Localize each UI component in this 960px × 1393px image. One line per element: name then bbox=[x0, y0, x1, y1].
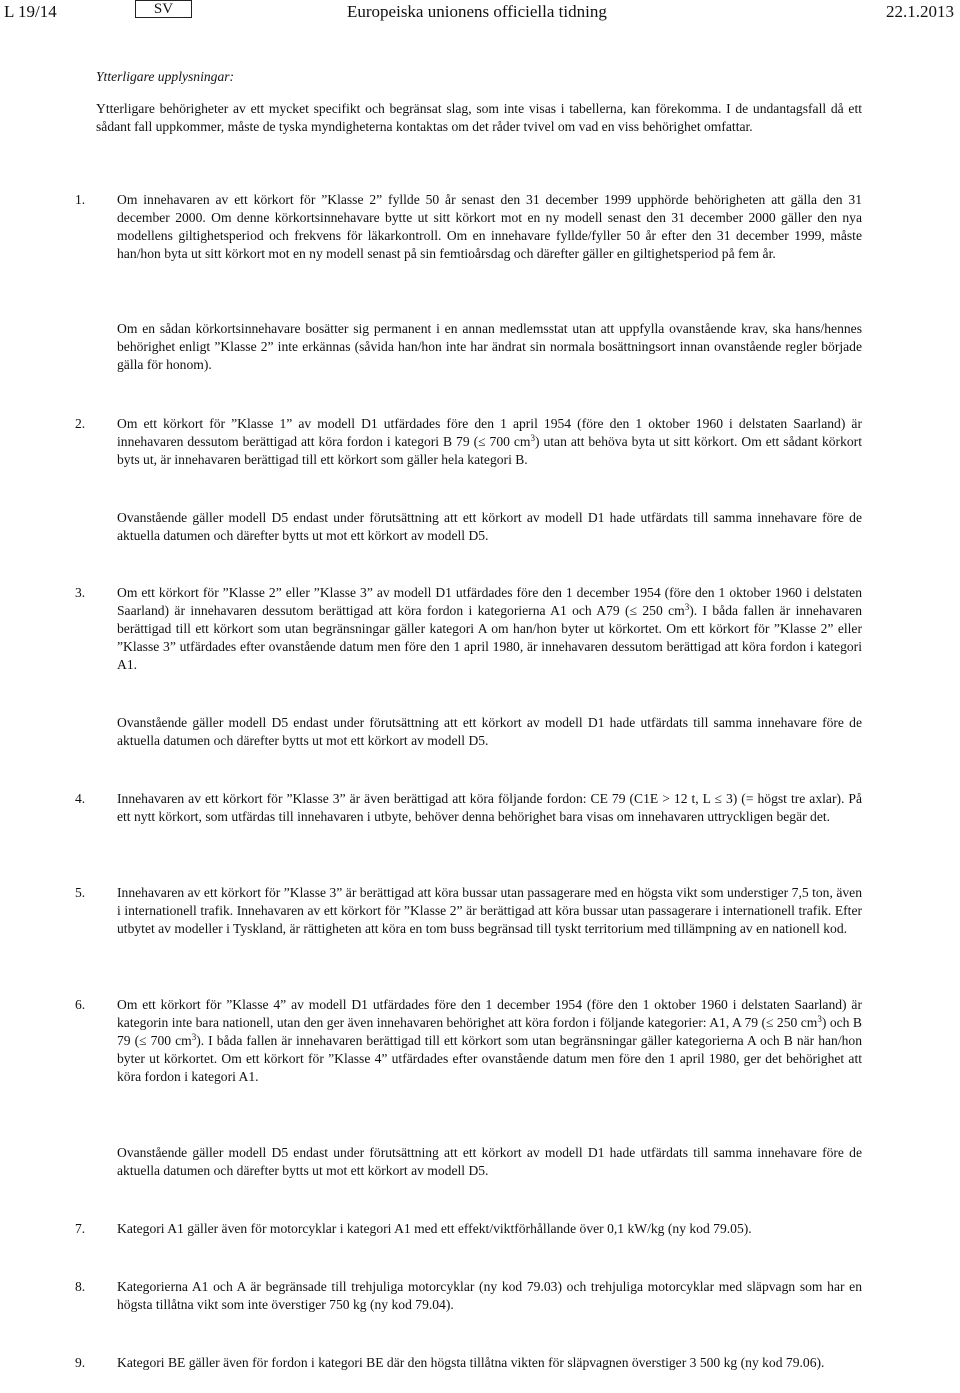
list-item bbox=[75, 415, 862, 469]
item-text: Innehavaren av ett körkort för ”Klasse 3” är berättigad att köra bussar utan passagerare med en högsta vikt som understiger 7,5 ton, även i internationell trafik. Innehavaren av ett körkort för ”Klasse 2” är berättigad att köra bussar utan passagerare i internationell trafik. Efter utbytet av modeller i Tyskland, är rättigheten att köra en tom buss begränsad till tyskt territorium med tillämpning av en nationell kod. bbox=[117, 885, 862, 936]
list-item bbox=[75, 1354, 862, 1372]
item-number: 2. bbox=[75, 416, 86, 431]
item-text: ) utan att behöva byta ut sitt körkort. Om ett sådant körkort byts ut, är innehavaren berättigad till ett körkort som gäller hela kategori B. bbox=[117, 434, 862, 467]
item-subparagraph: Ovanstående gäller modell D5 endast under förutsättning att ett körkort av modell D1 hade utfärdats till samma innehavare före de aktuella datumen och därefter bytts ut mot ett körkort av modell D5. bbox=[117, 510, 862, 543]
section-heading: Ytterligare upplysningar: bbox=[96, 69, 235, 84]
list-item bbox=[75, 996, 862, 1086]
item-number: 7. bbox=[75, 1221, 86, 1236]
item-number: 5. bbox=[75, 885, 86, 900]
item-text: Kategori BE gäller även för fordon i kategori BE där den högsta tillåtna vikten för släpvagnen överstiger 3 500 kg (ny kod 79.06). bbox=[117, 1355, 825, 1370]
item-number: 1. bbox=[75, 192, 86, 207]
item-text: Om ett körkort för ”Klasse 1” av modell D1 utfärdades före den 1 april 1954 (före den 1 oktober 1960 i delstaten Saarland) är innehavaren dessutom berättigad att köra fordon i kategori B 79 (≤ 700 cm bbox=[117, 416, 862, 449]
item-text: Kategori A1 gäller även för motorcyklar i kategori A1 med ett effekt/viktförhållande över 0,1 kW/kg (ny kod 79.05). bbox=[117, 1221, 752, 1236]
item-subparagraph: Ovanstående gäller modell D5 endast under förutsättning att ett körkort av modell D1 hade utfärdats till samma innehavare före de aktuella datumen och därefter bytts ut mot ett körkort av modell D5. bbox=[117, 1145, 862, 1178]
item-number: 3. bbox=[75, 585, 86, 600]
item-text: Om ett körkort för ”Klasse 4” av modell D1 utfärdades före den 1 december 1954 (före den 1 oktober 1960 i delstaten Saarland) är kategorin inte bara nationell, utan den ger även innehavaren behörighet att köra fordon i följande kategorier: A1, A 79 (≤ 250 cm bbox=[117, 997, 862, 1030]
superscript: 3 bbox=[817, 1014, 822, 1024]
list-item bbox=[75, 584, 862, 674]
item-text: Om ett körkort för ”Klasse 2” eller ”Klasse 3” av modell D1 utfärdades före den 1 december 1954 (före den 1 oktober 1960 i delstaten Saarland) är innehavaren dessutom berättigad att köra fordon i kategorierna A1 och A79 (≤ 250 cm bbox=[117, 585, 862, 618]
item-text: ). I båda fallen är innehavaren berättigad till ett körkort som utan begränsningar gäller kategori A om han/hon byter ut körkortet. Om ett körkort för ”Klasse 2” eller ”Klasse 3” utfärdades efter ovanstående datum men före den 1 april 1980, är innehavaren dessutom berättigad att köra fordon i kategori A1. bbox=[117, 603, 862, 672]
language-badge: SV bbox=[135, 0, 192, 18]
list-item bbox=[75, 1278, 862, 1314]
item-text: ). I båda fallen är innehavaren berättigad till ett körkort som utan begränsningar gäller kategorierna A och B när han/hon byter ut körkortet. Om ett körkort för ”Klasse 4” utfärdades efter ovanstående datum men före den 1 april 1980, ger det behörighet att köra fordon i kategori A1. bbox=[117, 1033, 862, 1084]
page-header bbox=[0, 0, 960, 24]
item-subparagraph: Om en sådan körkortsinnehavare bosätter sig permanent i en annan medlemsstat utan att uppfylla ovanstående krav, ska hans/hennes behörighet enligt ”Klasse 2” inte erkännas (såvida han/hon inte har ändrat sin normala bosättningsort innan ovanstående regler började gälla för honom). bbox=[117, 321, 862, 372]
superscript: 3 bbox=[191, 1032, 197, 1042]
item-text: Om innehavaren av ett körkort för ”Klasse 2” fyllde 50 år senast den 31 december 1999 upphörde behörigheten att gälla den 31 december 2000. Om denne körkortsinnehavare bytte ut sitt körkort mot en ny modell senast den 31 december 2000 gäller den nya modellens giltighetsperiod och frekvens för läkarkontroll. Om en innehavare fyllde/fyller 50 år efter den 31 december 1999, måste han/hon byta ut sitt körkort mot en ny modell senast på sin femtioårsdag och därefter gäller en giltighetsperiod på fem år. bbox=[117, 192, 862, 261]
journal-title: Europeiska unionens officiella tidning bbox=[347, 2, 607, 21]
item-subparagraph: Ovanstående gäller modell D5 endast under förutsättning att ett körkort av modell D1 hade utfärdats till samma innehavare före de aktuella datumen och därefter bytts ut mot ett körkort av modell D5. bbox=[117, 715, 862, 748]
item-number: 9. bbox=[75, 1355, 86, 1370]
page-reference: L 19/14 bbox=[4, 2, 57, 21]
item-number: 8. bbox=[75, 1279, 86, 1294]
list-item bbox=[75, 884, 862, 938]
superscript: 3 bbox=[530, 433, 535, 443]
item-text: Kategorierna A1 och A är begränsade till trehjuliga motorcyklar (ny kod 79.03) och trehjuliga motorcyklar med släpvagn som har en högsta tillåtna vikt som inte överstiger 750 kg (ny kod 79.04). bbox=[117, 1279, 862, 1312]
item-number: 6. bbox=[75, 997, 86, 1012]
list-item bbox=[75, 1220, 862, 1238]
intro-paragraph: Ytterligare behörigheter av ett mycket specifikt och begränsat slag, som inte visas i tabellerna, kan förekomma. I de undantagsfall då ett sådant fall uppkommer, måste de tyska myndigheterna kontaktas om det råder tvivel om vad en viss behörighet omfattar. bbox=[96, 101, 862, 134]
item-text: Innehavaren av ett körkort för ”Klasse 3” är även berättigad att köra följande fordon: CE 79 (C1E > 12 t, L ≤ 3) (= högst tre axlar). På ett nytt körkort, som utfärdas till innehavaren i utbyte, behöver denna behörighet bara visas om innehavaren uttryckligen begär det. bbox=[117, 791, 862, 824]
item-number: 4. bbox=[75, 791, 86, 806]
list-item bbox=[75, 191, 862, 263]
publication-date: 22.1.2013 bbox=[886, 2, 954, 21]
item-text: ) och B 79 (≤ 700 cm bbox=[117, 1015, 862, 1048]
superscript: 3 bbox=[684, 602, 690, 612]
list-item bbox=[75, 790, 862, 826]
